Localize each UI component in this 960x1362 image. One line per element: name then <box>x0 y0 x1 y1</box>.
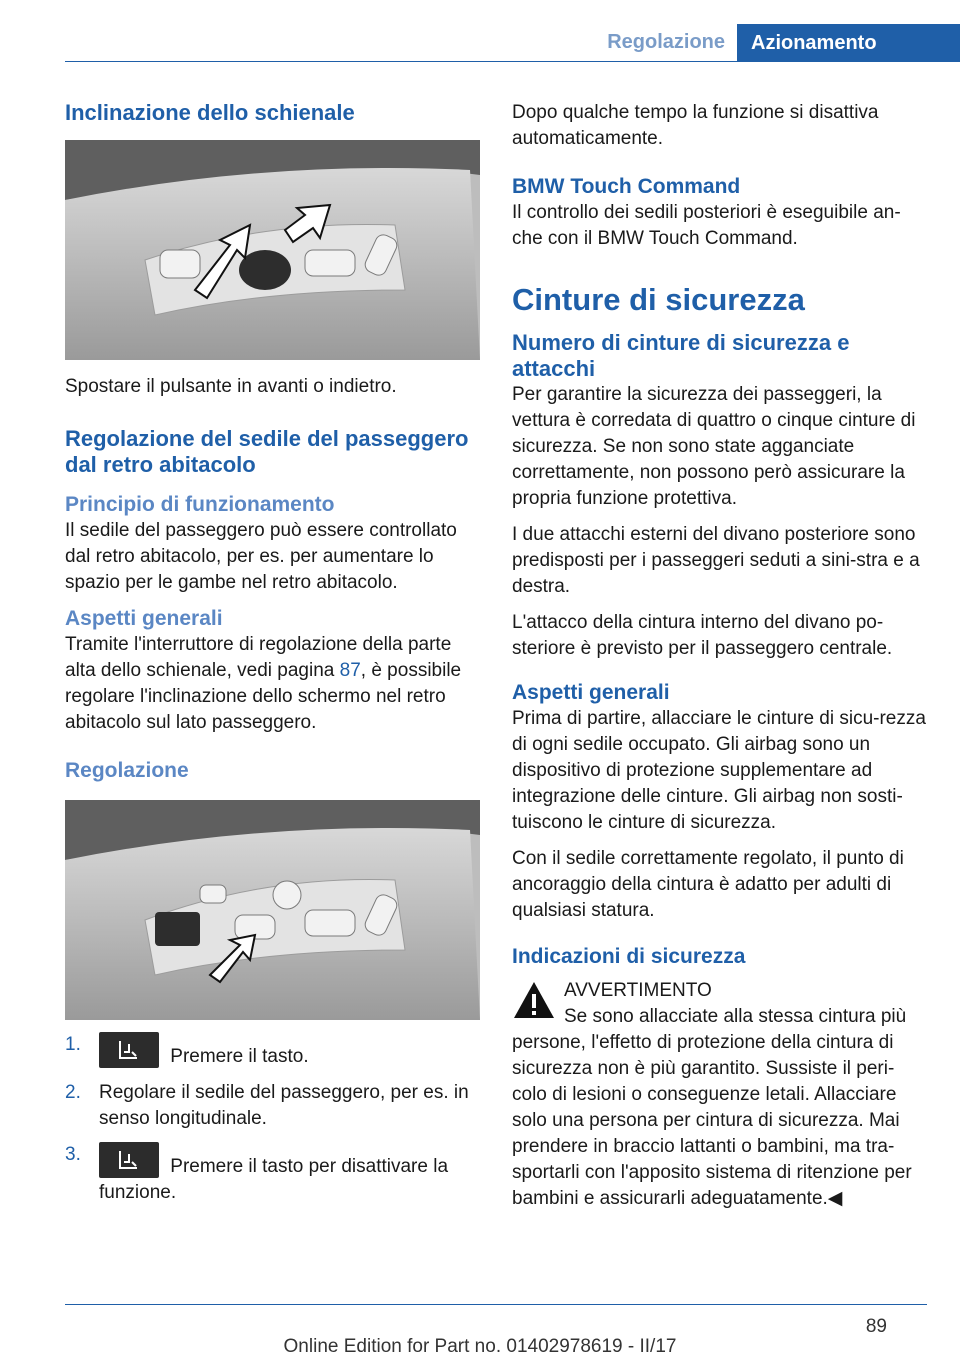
warning-icon <box>512 980 556 1020</box>
warning-title: AVVERTIMENTO <box>564 980 712 1001</box>
page-link[interactable]: 87 <box>339 660 361 681</box>
heading-inclinazione: Inclinazione dello schienale <box>65 100 355 125</box>
left-column <box>65 100 480 1216</box>
paragraph: L'attacco della cintura interno del divano po‐steriore è previsto per il passeggero centrale. <box>512 612 893 659</box>
list-item <box>65 1080 480 1132</box>
seat-backrest-photo <box>65 140 480 360</box>
heading-cinture: Cinture di sicurezza <box>512 282 805 317</box>
step-number: 1. <box>65 1034 81 1055</box>
paragraph: Spostare il pulsante in avanti o indietro. <box>65 376 397 397</box>
paragraph: Per garantire la sicurezza dei passeggeri, la vettura è corredata di quattro o cinque cinture di sicurezza. Se non sono state agganciate correttamente, non possono però assicurare la propria funzione protettiva. <box>512 384 916 509</box>
footer-divider <box>65 1304 927 1305</box>
steps-list <box>65 1032 480 1206</box>
warning-text: Se sono allacciate alla stessa cintura più persone, l'effetto di protezione della cintura di sicurezza non è più garantito. Sussiste il peri‐colo di lesioni o conseguenze letali. Allacciare solo una persona per cintura di sicurezza. Mai prendere in braccio lattanti o bambini, ma tra‐sportarli con l'apposito sistema di ritenzione per bambini e assicurarli adeguatamente.◀ <box>512 1006 912 1209</box>
paragraph: Il controllo dei sedili posteriori è eseguibile an‐che con il BMW Touch Command. <box>512 202 901 249</box>
page-number: 89 <box>865 1316 887 1337</box>
paragraph: I due attacchi esterni del divano posteriore sono predisposti per i passeggeri seduti a sini‐stra e a destra. <box>512 524 920 597</box>
text-a: Tramite l'interruttore di regolazione della parte alta dello schienale, vedi pagina <box>65 634 452 681</box>
heading-aspetti-generali: Aspetti generali <box>65 607 223 630</box>
seat-button-icon <box>99 1032 159 1068</box>
list-item <box>65 1032 480 1070</box>
seat-controls-photo <box>65 800 480 1020</box>
paragraph: Dopo qualche tempo la funzione si disattiva automaticamente. <box>512 102 879 149</box>
tab-azionamento[interactable]: Azionamento <box>737 24 960 62</box>
text-b: , è possibile regolare l'inclinazione dello schermo nel retro abitacolo sul lato passeggero. <box>65 660 462 733</box>
step-number: 3. <box>65 1144 81 1165</box>
paragraph: Con il sedile correttamente regolato, il punto di ancoraggio della cintura è adatto per adulti di qualsiasi statura. <box>512 848 904 921</box>
step-text: Premere il tasto per disattivare la funzione. <box>99 1156 449 1203</box>
page-header <box>65 0 960 62</box>
step-text: Premere il tasto. <box>170 1046 309 1067</box>
paragraph: Prima di partire, allacciare le cinture di sicu‐rezza di ogni sedile occupato. Gli airbag sono un dispositivo di protezione supplementare ad integrazione delle cinture. Gli airbag non sosti‐tuiscono le cinture di sicurezza. <box>512 708 926 833</box>
list-item <box>65 1142 480 1206</box>
paragraph-link <box>65 632 480 736</box>
step-text: Regolare il sedile del passeggero, per es. in senso longitudinale. <box>99 1082 469 1129</box>
seat-button-icon <box>99 1142 159 1178</box>
tab-regolazione[interactable]: Regolazione <box>607 31 725 53</box>
heading-numero-cinture: Numero di cinture di sicurezza e attacchi <box>512 330 850 381</box>
step-number: 2. <box>65 1082 81 1103</box>
heading-regolazione-passeggero: Regolazione del sedile del passeggero dal retro abitacolo <box>65 426 469 477</box>
heading-aspetti-generali-2: Aspetti generali <box>512 681 670 704</box>
heading-indicazioni: Indicazioni di sicurezza <box>512 945 746 968</box>
right-column <box>512 100 927 1212</box>
footer-edition: Online Edition for Part no. 01402978619 - II/17 <box>283 1336 677 1357</box>
heading-principio: Principio di funzionamento <box>65 493 335 516</box>
header-divider <box>65 61 960 62</box>
warning-block <box>512 978 927 1212</box>
heading-regolazione: Regolazione <box>65 759 189 782</box>
paragraph: Il sedile del passeggero può essere controllato dal retro abitacolo, per es. per aumentare lo spazio per le gambe nel retro abitacolo. <box>65 520 457 593</box>
heading-touch-command: BMW Touch Command <box>512 175 741 198</box>
